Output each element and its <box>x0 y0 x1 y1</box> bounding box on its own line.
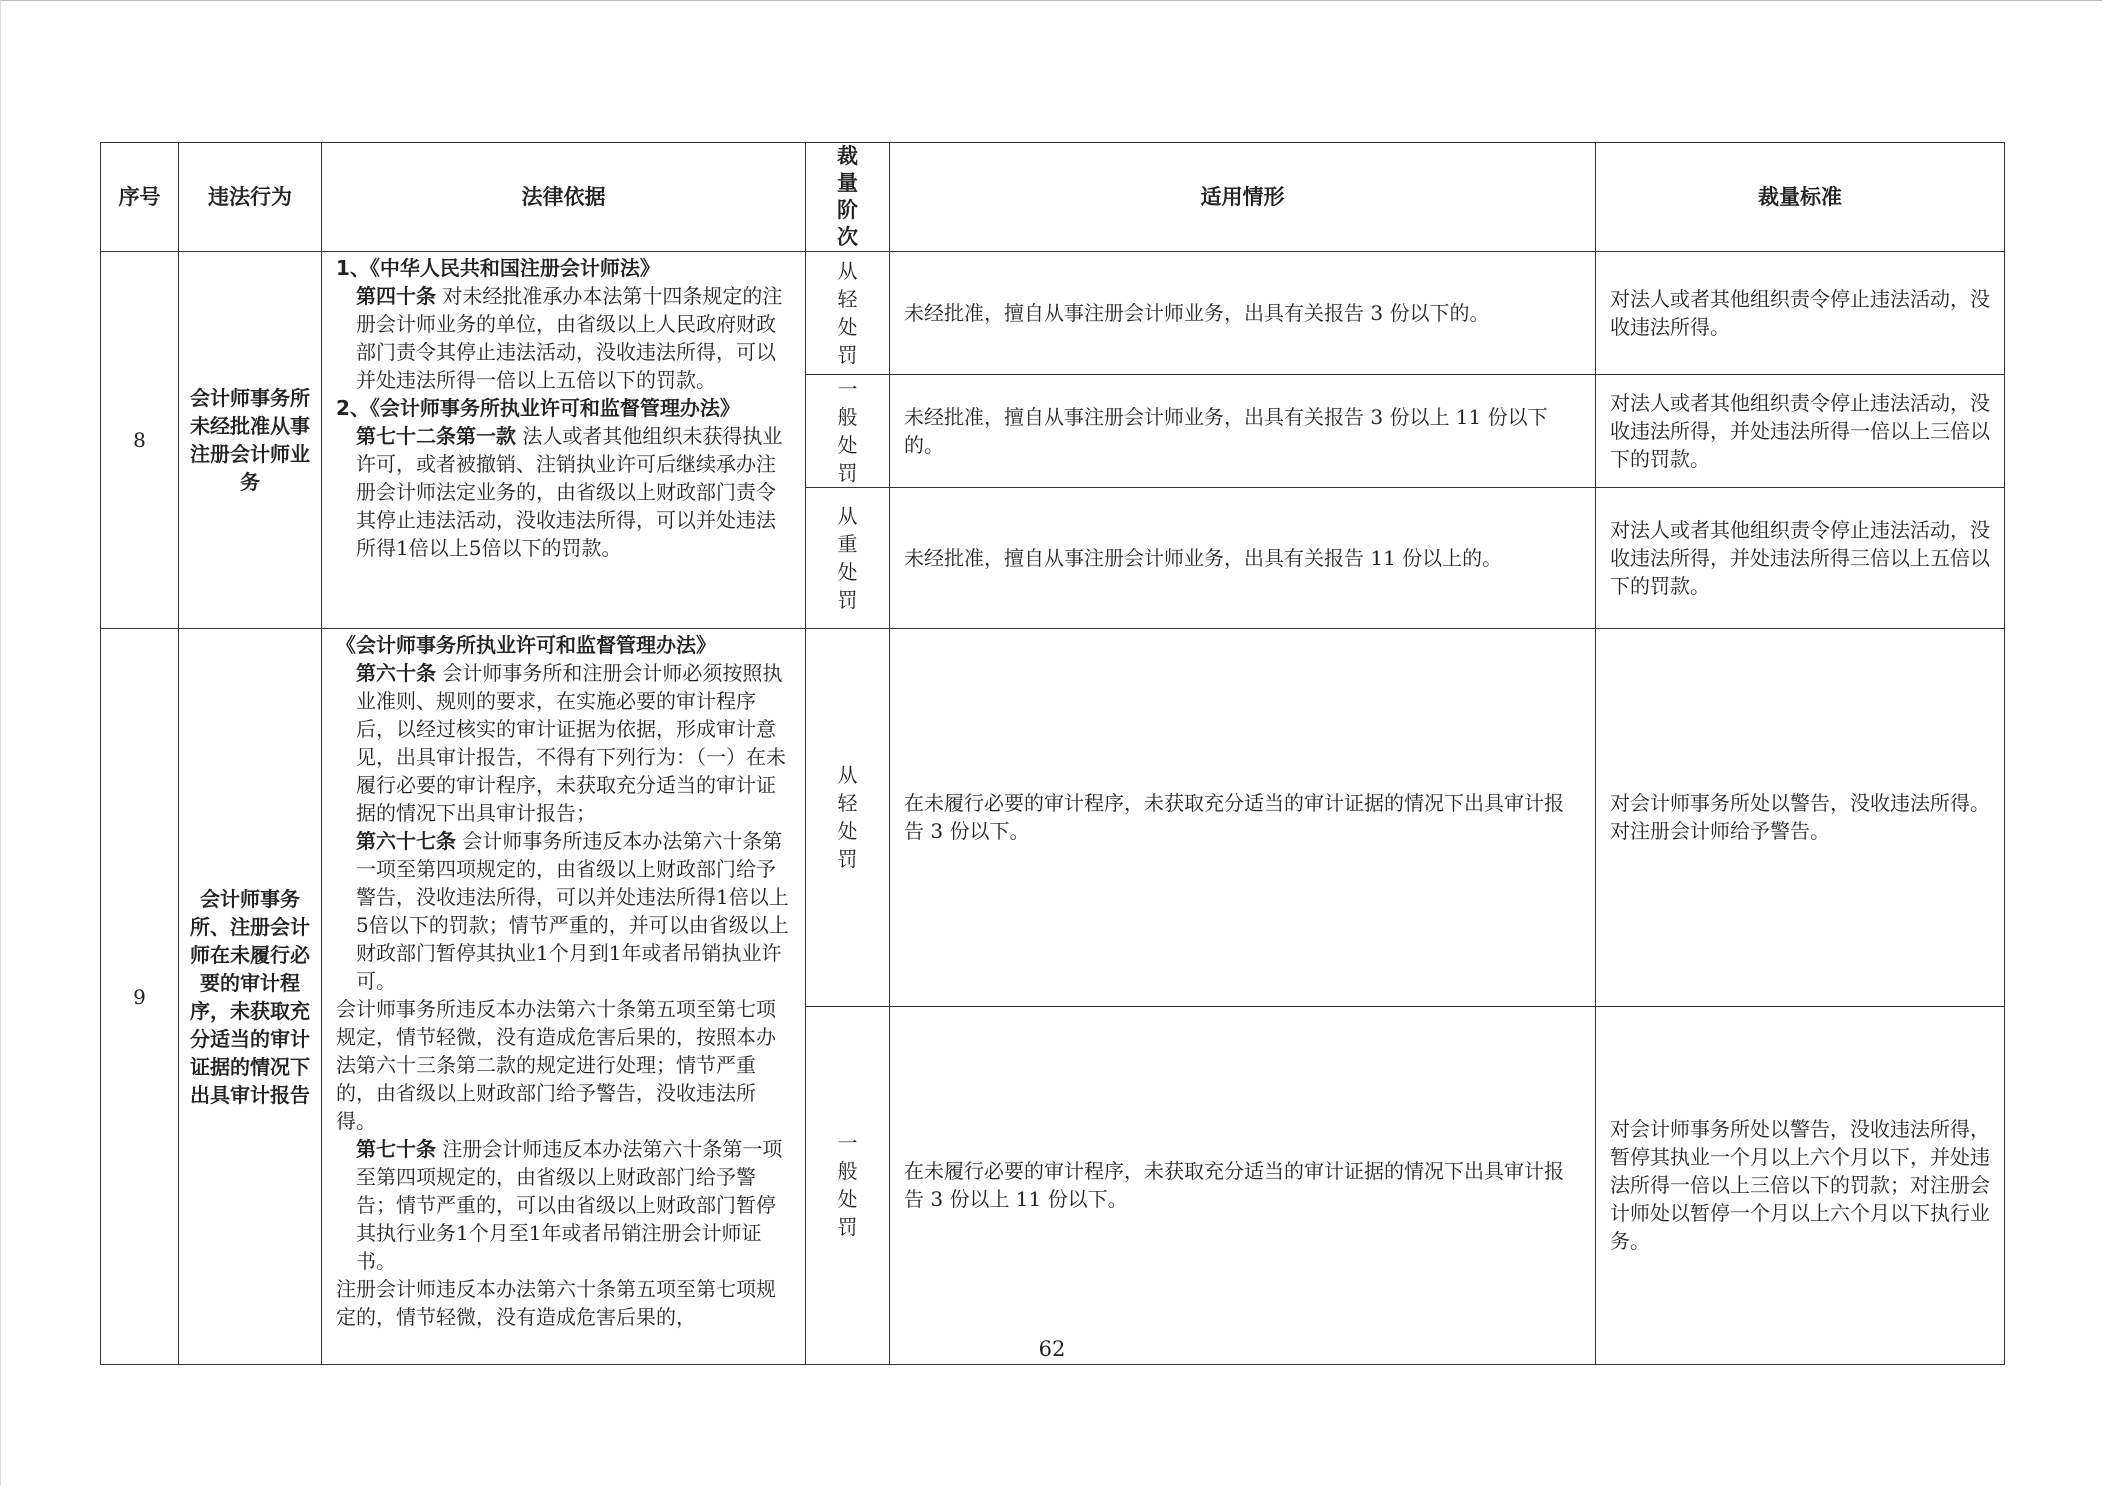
law-para <box>336 254 795 282</box>
header-violation: 违法行为 <box>179 143 322 252</box>
row-violation: 会计师事务所、注册会计师在未履行必要的审计程序，未获取充分适当的审计证据的情况下出具审计报告 <box>179 629 322 1365</box>
level-text: 从轻处罚 <box>837 763 858 872</box>
law-text: 注册会计师违反本办法第六十条第一项至第四项规定的，由省级以上财政部门给予警告；情节严重的，可以由省级以上财政部门暂停其执行业务1个月至1年或者吊销注册会计师证书。 <box>356 1137 783 1273</box>
law-article: 第六十七条 <box>356 829 456 853</box>
law-article: 第六十条 <box>356 661 436 685</box>
law-text: 会计师事务所违反本办法第六十条第五项至第七项规定，情节轻微，没有造成危害后果的，按照本办法第六十三条第二款的规定进行处理；情节严重的，由省级以上财政部门给予警告，没收违法所得。 <box>336 997 776 1133</box>
row-level <box>806 1006 890 1364</box>
level-text: 从轻处罚 <box>837 259 858 367</box>
row-standard: 对法人或者其他组织责令停止违法活动，没收违法所得，并处违法所得一倍以上三倍以下的罚款。 <box>1596 375 2005 488</box>
header-level-text: 裁量阶次 <box>837 144 858 249</box>
table-row <box>101 252 2005 375</box>
law-para <box>336 394 795 422</box>
header-level <box>806 143 890 252</box>
header-standard: 裁量标准 <box>1596 143 2005 252</box>
row-case: 在未履行必要的审计程序，未获取充分适当的审计证据的情况下出具审计报告 3 份以下。 <box>890 629 1596 1007</box>
law-clip <box>336 631 795 1364</box>
level-text: 从重处罚 <box>837 504 858 612</box>
table-header-row <box>101 143 2005 252</box>
row-standard <box>1596 629 2005 1007</box>
row-standard: 对会计师事务所处以警告，没收违法所得，暂停其执业一个月以上六个月以下，并处违法所得一倍以上三倍以下的罚款；对注册会计师处以暂停一个月以上六个月以下执行业务。 <box>1596 1006 2005 1364</box>
law-para <box>336 827 795 995</box>
law-title: 2、《会计师事务所执业许可和监督管理办法》 <box>336 396 740 420</box>
table-row <box>101 629 2005 1007</box>
standard-line: 对会计师事务所处以警告，没收违法所得。 <box>1610 791 1990 816</box>
law-text: 注册会计师违反本办法第六十条第五项至第七项规定的，情节轻微，没有造成危害后果的， <box>336 1277 776 1329</box>
law-text: 法人或者其他组织未获得执业许可，或者被撤销、注销执业许可后继续承办注册会计师法定业务的，由省级以上财政部门责令其停止违法活动，没收违法所得，可以并处违法所得1倍以上5倍以下的罚款。 <box>356 424 783 560</box>
row-idx: 8 <box>101 252 179 629</box>
standard-line: 对注册会计师给予警告。 <box>1610 819 1830 844</box>
row-standard: 对法人或者其他组织责令停止违法活动，没收违法所得，并处违法所得三倍以上五倍以下的罚款。 <box>1596 488 2005 629</box>
row-standard: 对法人或者其他组织责令停止违法活动，没收违法所得。 <box>1596 252 2005 375</box>
row-level <box>806 488 890 629</box>
level-text: 一般处罚 <box>837 377 858 485</box>
page-number: 62 <box>1038 1337 1066 1361</box>
law-para <box>336 995 795 1135</box>
row-law <box>322 629 806 1365</box>
law-para <box>336 1135 795 1275</box>
header-case: 适用情形 <box>890 143 1596 252</box>
header-law: 法律依据 <box>322 143 806 252</box>
law-text: 对未经批准承办本法第十四条规定的注册会计师业务的单位，由省级以上人民政府财政部门责令其停止违法活动，没收违法所得，可以并处违法所得一倍以上五倍以下的罚款。 <box>356 284 783 392</box>
penalty-discretion-table <box>100 142 2005 1365</box>
law-para <box>336 282 795 394</box>
row-case: 未经批准，擅自从事注册会计师业务，出具有关报告 11 份以上的。 <box>890 488 1596 629</box>
law-article: 第七十条 <box>356 1137 436 1161</box>
law-title: 《会计师事务所执业许可和监督管理办法》 <box>336 633 716 657</box>
law-para <box>336 659 795 827</box>
law-para <box>336 1275 795 1331</box>
header-idx: 序号 <box>101 143 179 252</box>
row-level <box>806 375 890 488</box>
law-article: 第七十二条第一款 <box>356 424 516 448</box>
row-law <box>322 252 806 629</box>
law-para <box>336 631 795 659</box>
row-case: 未经批准，擅自从事注册会计师业务，出具有关报告 3 份以下的。 <box>890 252 1596 375</box>
law-text: 会计师事务所违反本办法第六十条第一项至第四项规定的，由省级以上财政部门给予警告，没收违法所得，可以并处违法所得1倍以上5倍以下的罚款；情节严重的，并可以由省级以上财政部门暂停其执业1个月到1年或者吊销执业许可。 <box>356 829 789 993</box>
law-article: 第四十条 <box>356 284 436 308</box>
row-idx: 9 <box>101 629 179 1365</box>
law-text: 会计师事务所和注册会计师必须按照执业准则、规则的要求，在实施必要的审计程序后，以经过核实的审计证据为依据，形成审计意见，出具审计报告，不得有下列行为：（一）在未履行必要的审计程序，未获取充分适当的审计证据的情况下出具审计报告； <box>356 661 786 825</box>
row-case: 未经批准，擅自从事注册会计师业务，出具有关报告 3 份以上 11 份以下的。 <box>890 375 1596 488</box>
law-title: 1、《中华人民共和国注册会计师法》 <box>336 256 660 280</box>
level-text: 一般处罚 <box>837 1131 858 1240</box>
row-level <box>806 629 890 1007</box>
row-case: 在未履行必要的审计程序，未获取充分适当的审计证据的情况下出具审计报告 3 份以上 11 份以下。 <box>890 1006 1596 1364</box>
row-violation: 会计师事务所未经批准从事注册会计师业务 <box>179 252 322 629</box>
row-level <box>806 252 890 375</box>
law-para <box>336 422 795 562</box>
